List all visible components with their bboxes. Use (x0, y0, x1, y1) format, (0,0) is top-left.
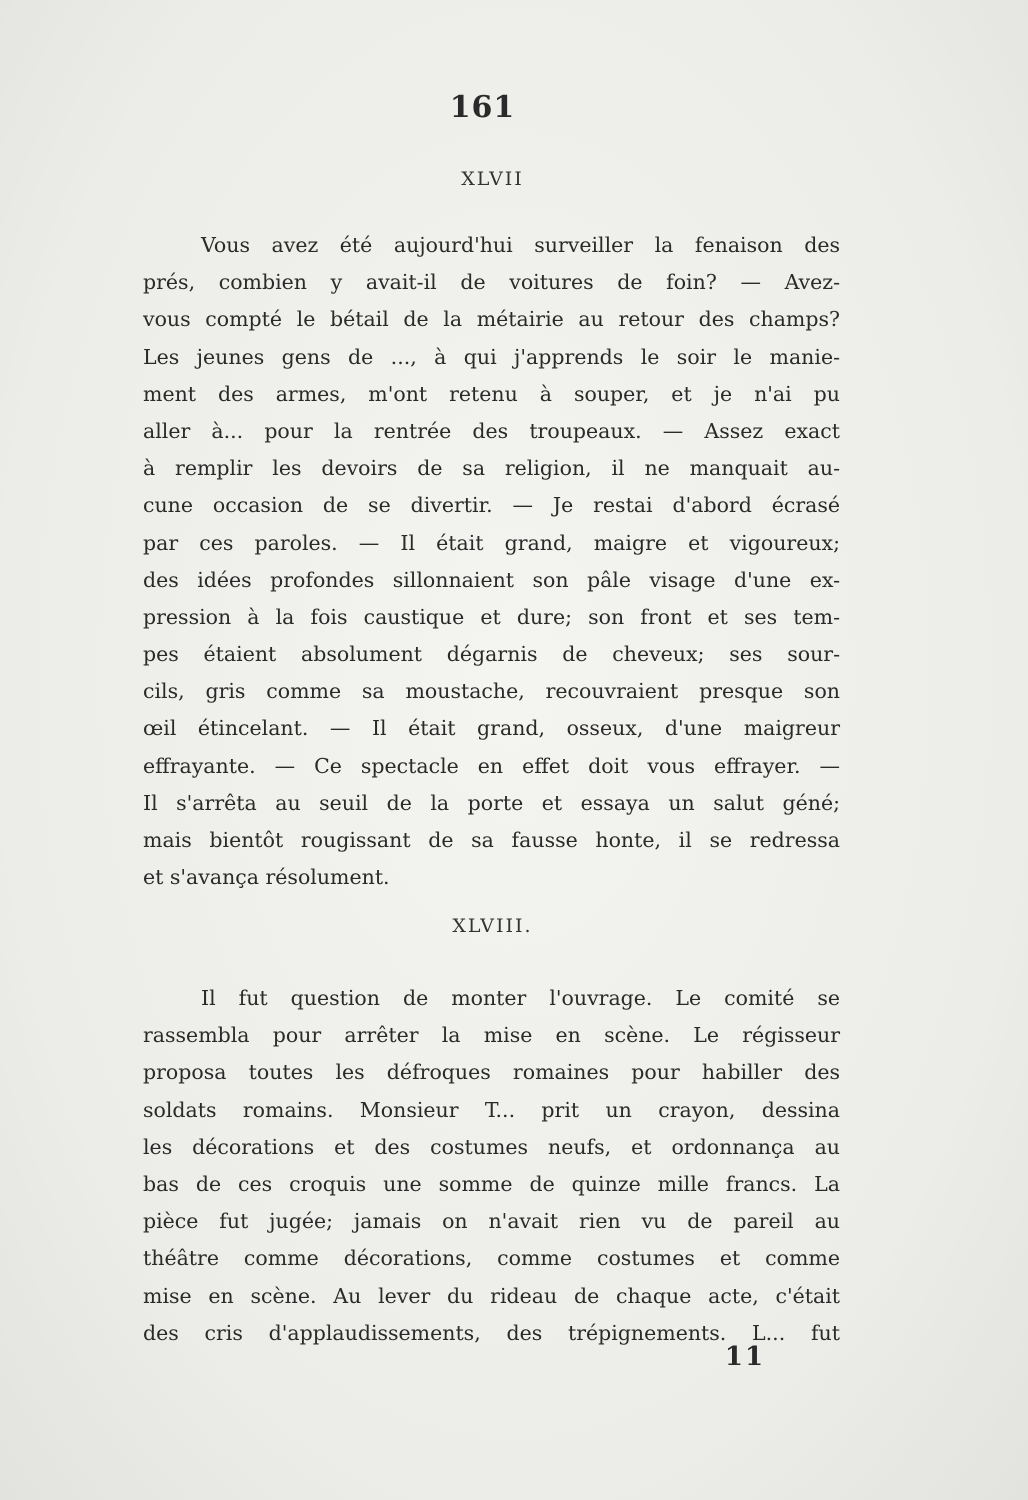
text-line: œil étincelant. — Il était grand, osseux, d'une maigreur (143, 716, 840, 741)
paragraph-xlvii (143, 227, 840, 896)
text-line: Les jeunes gens de ..., à qui j'apprends le soir le manie- (143, 344, 840, 369)
text-line: soldats romains. Monsieur T... prit un crayon, dessina (143, 1097, 840, 1122)
paragraph-xlviii (143, 980, 840, 1352)
text-line: et s'avança résolument. (143, 865, 390, 890)
text-line: Vous avez été aujourd'hui surveiller la fenaison des (201, 233, 840, 257)
text-line: pression à la fois caustique et dure; son front et ses tem- (143, 604, 840, 629)
text-line: mais bientôt rougissant de sa fausse honte, il se redressa (143, 828, 840, 852)
text-line: cune occasion de se divertir. — Je restai d'abord écrasé (143, 493, 840, 518)
text-line: théâtre comme décorations, comme costumes et comme (143, 1246, 840, 1271)
text-line: les décorations et des costumes neufs, et ordonnança au (143, 1134, 840, 1159)
text-line: des cris d'applaudissements, des trépignements. L... fut (143, 1320, 840, 1345)
text-line: mise en scène. Au lever du rideau de chaque acte, c'était (143, 1283, 840, 1308)
text-line: ment des armes, m'ont retenu à souper, et je n'ai pu (143, 381, 840, 406)
text-line: pes étaient absolument dégarnis de cheveux; ses sour- (143, 642, 840, 667)
text-line: effrayante. — Ce spectacle en effet doit vous effrayer. — (143, 753, 840, 778)
section-heading-xlvii: XLVII (461, 168, 524, 190)
text-line: pièce fut jugée; jamais on n'avait rien vu de pareil au (143, 1209, 840, 1234)
text-line: vous compté le bétail de la métairie au retour des champs? (143, 307, 840, 332)
section-heading-xlviii: XLVIII. (452, 915, 533, 937)
text-line: proposa toutes les défroques romaines pour habiller des (143, 1060, 840, 1085)
text-line: par ces paroles. — Il était grand, maigre et vigoureux; (143, 530, 840, 555)
text-line: Il s'arrêta au seuil de la porte et essaya un salut géné; (143, 790, 840, 815)
text-line: à remplir les devoirs de sa religion, il ne manquait au- (143, 456, 840, 481)
text-line: cils, gris comme sa moustache, recouvraient presque son (143, 679, 840, 704)
text-line: des idées profondes sillonnaient son pâle visage d'une ex- (143, 567, 840, 592)
text-line: Il fut question de monter l'ouvrage. Le comité se (201, 986, 840, 1010)
text-line: bas de ces croquis une somme de quinze mille francs. La (143, 1171, 840, 1196)
signature-mark: 11 (724, 1342, 766, 1372)
page-number: 161 (449, 90, 516, 125)
text-line: aller à... pour la rentrée des troupeaux. — Assez exact (143, 418, 840, 443)
text-line: rassembla pour arrêter la mise en scène. Le régisseur (143, 1023, 840, 1048)
text-line: prés, combien y avait-il de voitures de foin? — Avez- (143, 270, 840, 295)
